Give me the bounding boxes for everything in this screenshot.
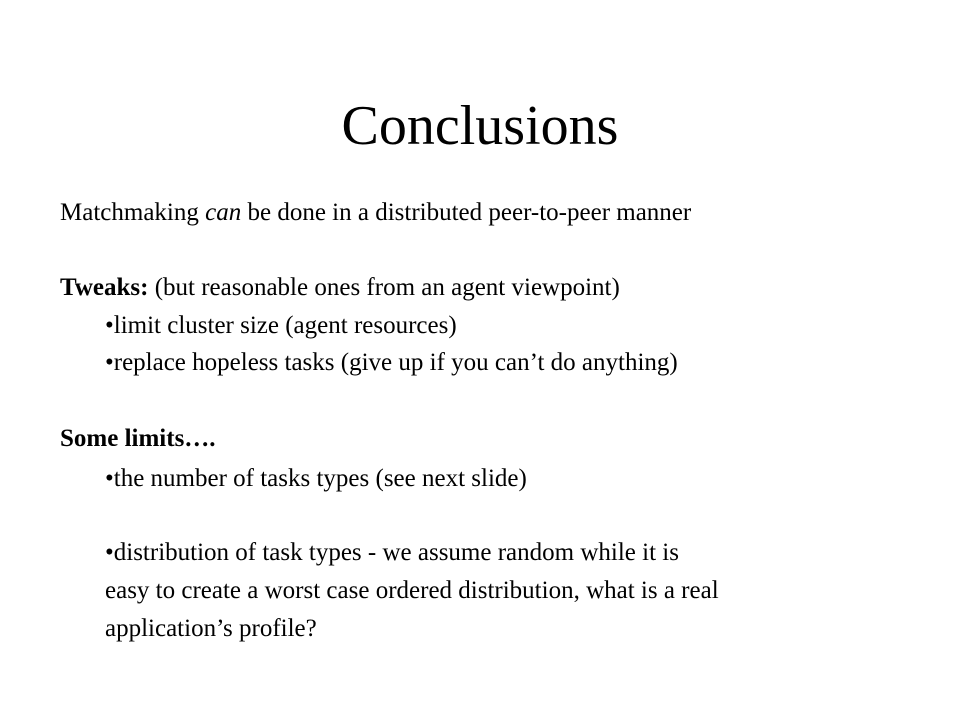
slide-title: Conclusions	[341, 95, 619, 157]
tweak-bullet-1: •limit cluster size (agent resources)	[105, 312, 457, 339]
intro-text-after: be done in a distributed peer-to-peer manner	[241, 199, 692, 226]
tweaks-heading: Tweaks:	[60, 274, 149, 301]
intro-line	[60, 198, 691, 228]
limit-bullet-2-continued: easy to create a worst case ordered distribution, what is a real	[105, 577, 719, 604]
limit-bullet-2-continued-2: application’s profile?	[105, 615, 317, 642]
intro-text-before: Matchmaking	[60, 199, 206, 226]
intro-emphasis: can	[205, 199, 242, 226]
tweaks-note: (but reasonable ones from an agent viewpoint)	[148, 274, 620, 301]
tweak-bullet-2: •replace hopeless tasks (give up if you can’t do anything)	[105, 349, 678, 376]
tweaks-line	[60, 273, 620, 303]
limit-bullet-1: •the number of tasks types (see next slide)	[105, 465, 527, 492]
limit-bullet-2: •distribution of task types - we assume random while it is	[105, 539, 679, 566]
limits-heading: Some limits….	[60, 425, 216, 452]
